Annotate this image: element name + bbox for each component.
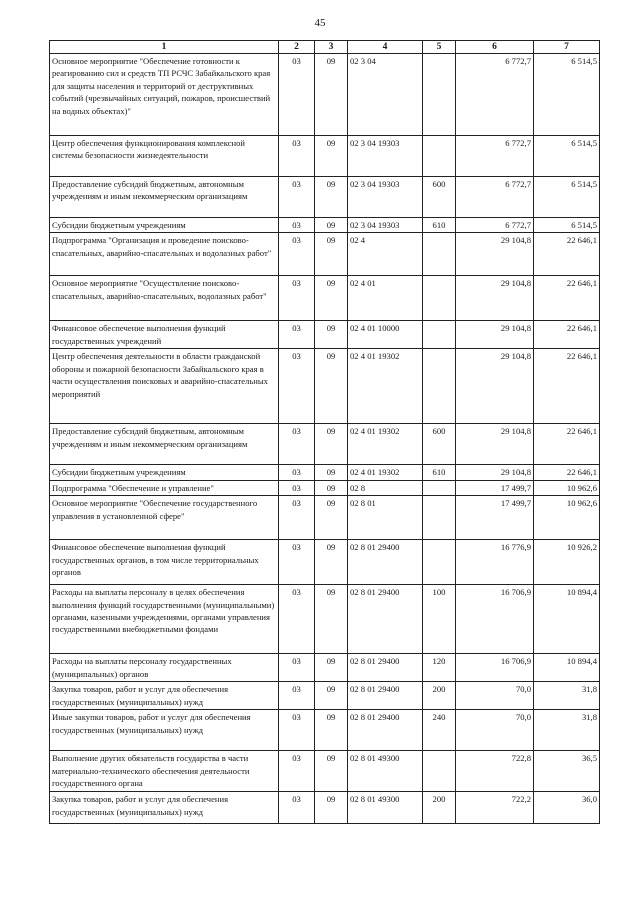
target-article-code: 02 8 01 29400 [348, 710, 423, 751]
section-code: 03 [279, 682, 315, 710]
section-code: 03 [279, 480, 315, 495]
subsection-code: 09 [315, 480, 348, 495]
target-article-code: 02 4 01 19302 [348, 465, 423, 480]
table-row [50, 480, 600, 495]
section-code: 03 [279, 54, 315, 136]
table-row [50, 792, 600, 824]
expense-type-code: 600 [423, 424, 456, 465]
table-row [50, 585, 600, 654]
table-row [50, 710, 600, 751]
subsection-code: 09 [315, 751, 348, 792]
table-row [50, 654, 600, 682]
expense-type-code: 200 [423, 682, 456, 710]
amount-executed: 10 962,6 [534, 480, 600, 495]
table-row [50, 54, 600, 136]
amount-planned: 29 104,8 [456, 321, 534, 349]
section-code: 03 [279, 233, 315, 276]
target-article-code: 02 8 [348, 480, 423, 495]
target-article-code: 02 8 01 49300 [348, 792, 423, 824]
target-article-code: 02 4 01 19302 [348, 349, 423, 424]
header-col-2: 2 [279, 41, 315, 54]
table-row [50, 136, 600, 177]
expense-type-code: 100 [423, 585, 456, 654]
expense-type-code [423, 496, 456, 540]
expense-name: Основное мероприятие "Обеспечение готовности к реагированию сил и средств ТП РСЧС Забайкальского края для защиты населения и территорий от деструктивных событий (чрезвычайных ситуаций, пожаров, происшествий на водных объектах)" [50, 54, 279, 136]
expense-type-code: 610 [423, 218, 456, 233]
target-article-code: 02 8 01 29400 [348, 654, 423, 682]
subsection-code: 09 [315, 682, 348, 710]
amount-executed: 10 926,2 [534, 540, 600, 585]
expense-type-code [423, 136, 456, 177]
subsection-code: 09 [315, 349, 348, 424]
amount-executed: 36,5 [534, 751, 600, 792]
subsection-code: 09 [315, 321, 348, 349]
amount-planned: 17 499,7 [456, 496, 534, 540]
expense-name: Выполнение других обязательств государства в части материально-технического обеспечения деятельности государственного органа [50, 751, 279, 792]
section-code: 03 [279, 585, 315, 654]
amount-planned: 29 104,8 [456, 276, 534, 321]
table-row [50, 177, 600, 218]
section-code: 03 [279, 710, 315, 751]
subsection-code: 09 [315, 585, 348, 654]
expense-name: Предоставление субсидий бюджетным, автономным учреждениям и иным некоммерческим организациям [50, 177, 279, 218]
header-row [50, 41, 600, 54]
subsection-code: 09 [315, 792, 348, 824]
amount-planned: 29 104,8 [456, 233, 534, 276]
expense-type-code [423, 54, 456, 136]
amount-planned: 70,0 [456, 682, 534, 710]
expense-name: Основное мероприятие "Осуществление поисково-спасательных, аварийно-спасательных, водолазных работ" [50, 276, 279, 321]
subsection-code: 09 [315, 54, 348, 136]
table-row [50, 321, 600, 349]
amount-executed: 22 646,1 [534, 321, 600, 349]
amount-planned: 16 706,9 [456, 654, 534, 682]
target-article-code: 02 4 01 10000 [348, 321, 423, 349]
subsection-code: 09 [315, 218, 348, 233]
expense-name: Расходы на выплаты персоналу в целях обеспечения выполнения функций государственными (муниципальными) органами, казенными учреждениями, органами управления государственными внебюджетными фондами [50, 585, 279, 654]
expense-type-code: 200 [423, 792, 456, 824]
target-article-code: 02 8 01 29400 [348, 585, 423, 654]
subsection-code: 09 [315, 465, 348, 480]
section-code: 03 [279, 792, 315, 824]
section-code: 03 [279, 465, 315, 480]
expense-name: Финансовое обеспечение выполнения функций государственных органов, в том числе территориальных органов [50, 540, 279, 585]
table-row [50, 218, 600, 233]
subsection-code: 09 [315, 540, 348, 585]
subsection-code: 09 [315, 654, 348, 682]
table-row [50, 276, 600, 321]
amount-executed: 6 514,5 [534, 218, 600, 233]
budget-table [49, 40, 600, 824]
section-code: 03 [279, 751, 315, 792]
expense-type-code: 610 [423, 465, 456, 480]
section-code: 03 [279, 321, 315, 349]
target-article-code: 02 3 04 19303 [348, 136, 423, 177]
amount-executed: 36,0 [534, 792, 600, 824]
page-number: 45 [314, 17, 326, 29]
amount-executed: 22 646,1 [534, 276, 600, 321]
subsection-code: 09 [315, 424, 348, 465]
expense-name: Центр обеспечения функционирования комплексной системы безопасности жизнедеятельности [50, 136, 279, 177]
expense-type-code [423, 233, 456, 276]
target-article-code: 02 8 01 [348, 496, 423, 540]
amount-planned: 29 104,8 [456, 349, 534, 424]
amount-executed: 22 646,1 [534, 424, 600, 465]
subsection-code: 09 [315, 710, 348, 751]
target-article-code: 02 3 04 19303 [348, 218, 423, 233]
subsection-code: 09 [315, 177, 348, 218]
amount-planned: 6 772,7 [456, 177, 534, 218]
expense-type-code [423, 321, 456, 349]
target-article-code: 02 8 01 29400 [348, 682, 423, 710]
amount-executed: 31,8 [534, 682, 600, 710]
section-code: 03 [279, 349, 315, 424]
expense-name: Закупка товаров, работ и услуг для обеспечения государственных (муниципальных) нужд [50, 792, 279, 824]
expense-name: Предоставление субсидий бюджетным, автономным учреждениям и иным некоммерческим организациям [50, 424, 279, 465]
amount-executed: 31,8 [534, 710, 600, 751]
expense-type-code: 120 [423, 654, 456, 682]
amount-planned: 722,2 [456, 792, 534, 824]
expense-name: Субсидии бюджетным учреждениям [50, 465, 279, 480]
amount-planned: 16 706,9 [456, 585, 534, 654]
expense-name: Субсидии бюджетным учреждениям [50, 218, 279, 233]
amount-planned: 722,8 [456, 751, 534, 792]
target-article-code: 02 3 04 19303 [348, 177, 423, 218]
header-col-4: 4 [348, 41, 423, 54]
expense-type-code [423, 480, 456, 495]
amount-executed: 10 894,4 [534, 654, 600, 682]
expense-name: Подпрограмма "Организация и проведение поисково-спасательных, аварийно-спасательных и водолазных работ" [50, 233, 279, 276]
expense-type-code [423, 751, 456, 792]
expense-type-code [423, 349, 456, 424]
expense-type-code [423, 276, 456, 321]
table-row [50, 424, 600, 465]
amount-planned: 70,0 [456, 710, 534, 751]
amount-planned: 6 772,7 [456, 136, 534, 177]
target-article-code: 02 4 01 19302 [348, 424, 423, 465]
expense-type-code [423, 540, 456, 585]
expense-name: Расходы на выплаты персоналу государственных (муниципальных) органов [50, 654, 279, 682]
section-code: 03 [279, 424, 315, 465]
table-row [50, 540, 600, 585]
expense-name: Иные закупки товаров, работ и услуг для обеспечения государственных (муниципальных) нужд [50, 710, 279, 751]
section-code: 03 [279, 496, 315, 540]
amount-executed: 6 514,5 [534, 177, 600, 218]
amount-executed: 10 962,6 [534, 496, 600, 540]
header-col-1: 1 [50, 41, 279, 54]
target-article-code: 02 4 01 [348, 276, 423, 321]
expense-name: Финансовое обеспечение выполнения функций государственных учреждений [50, 321, 279, 349]
amount-executed: 6 514,5 [534, 54, 600, 136]
table-row [50, 751, 600, 792]
expense-type-code: 600 [423, 177, 456, 218]
target-article-code: 02 3 04 [348, 54, 423, 136]
table-row [50, 349, 600, 424]
section-code: 03 [279, 276, 315, 321]
table-row [50, 496, 600, 540]
target-article-code: 02 4 [348, 233, 423, 276]
target-article-code: 02 8 01 49300 [348, 751, 423, 792]
amount-planned: 16 776,9 [456, 540, 534, 585]
amount-planned: 17 499,7 [456, 480, 534, 495]
header-col-7: 7 [534, 41, 600, 54]
expense-name: Закупка товаров, работ и услуг для обеспечения государственных (муниципальных) нужд [50, 682, 279, 710]
amount-planned: 29 104,8 [456, 424, 534, 465]
subsection-code: 09 [315, 233, 348, 276]
header-col-3: 3 [315, 41, 348, 54]
subsection-code: 09 [315, 136, 348, 177]
table-row [50, 682, 600, 710]
amount-planned: 29 104,8 [456, 465, 534, 480]
amount-planned: 6 772,7 [456, 218, 534, 233]
amount-planned: 6 772,7 [456, 54, 534, 136]
table-row [50, 465, 600, 480]
expense-name: Центр обеспечения деятельности в области гражданской обороны и пожарной безопасности Забайкальского края в части осуществления поисковых и аварийно-спасательных мероприятий [50, 349, 279, 424]
subsection-code: 09 [315, 496, 348, 540]
table-row [50, 233, 600, 276]
amount-executed: 6 514,5 [534, 136, 600, 177]
header-col-5: 5 [423, 41, 456, 54]
subsection-code: 09 [315, 276, 348, 321]
expense-name: Подпрограмма "Обеспечение и управление" [50, 480, 279, 495]
amount-executed: 22 646,1 [534, 349, 600, 424]
expense-type-code: 240 [423, 710, 456, 751]
section-code: 03 [279, 654, 315, 682]
amount-executed: 22 646,1 [534, 465, 600, 480]
section-code: 03 [279, 218, 315, 233]
expense-name: Основное мероприятие "Обеспечение государственного управления в установленной сфере" [50, 496, 279, 540]
amount-executed: 22 646,1 [534, 233, 600, 276]
target-article-code: 02 8 01 29400 [348, 540, 423, 585]
header-col-6: 6 [456, 41, 534, 54]
section-code: 03 [279, 540, 315, 585]
amount-executed: 10 894,4 [534, 585, 600, 654]
section-code: 03 [279, 136, 315, 177]
section-code: 03 [279, 177, 315, 218]
